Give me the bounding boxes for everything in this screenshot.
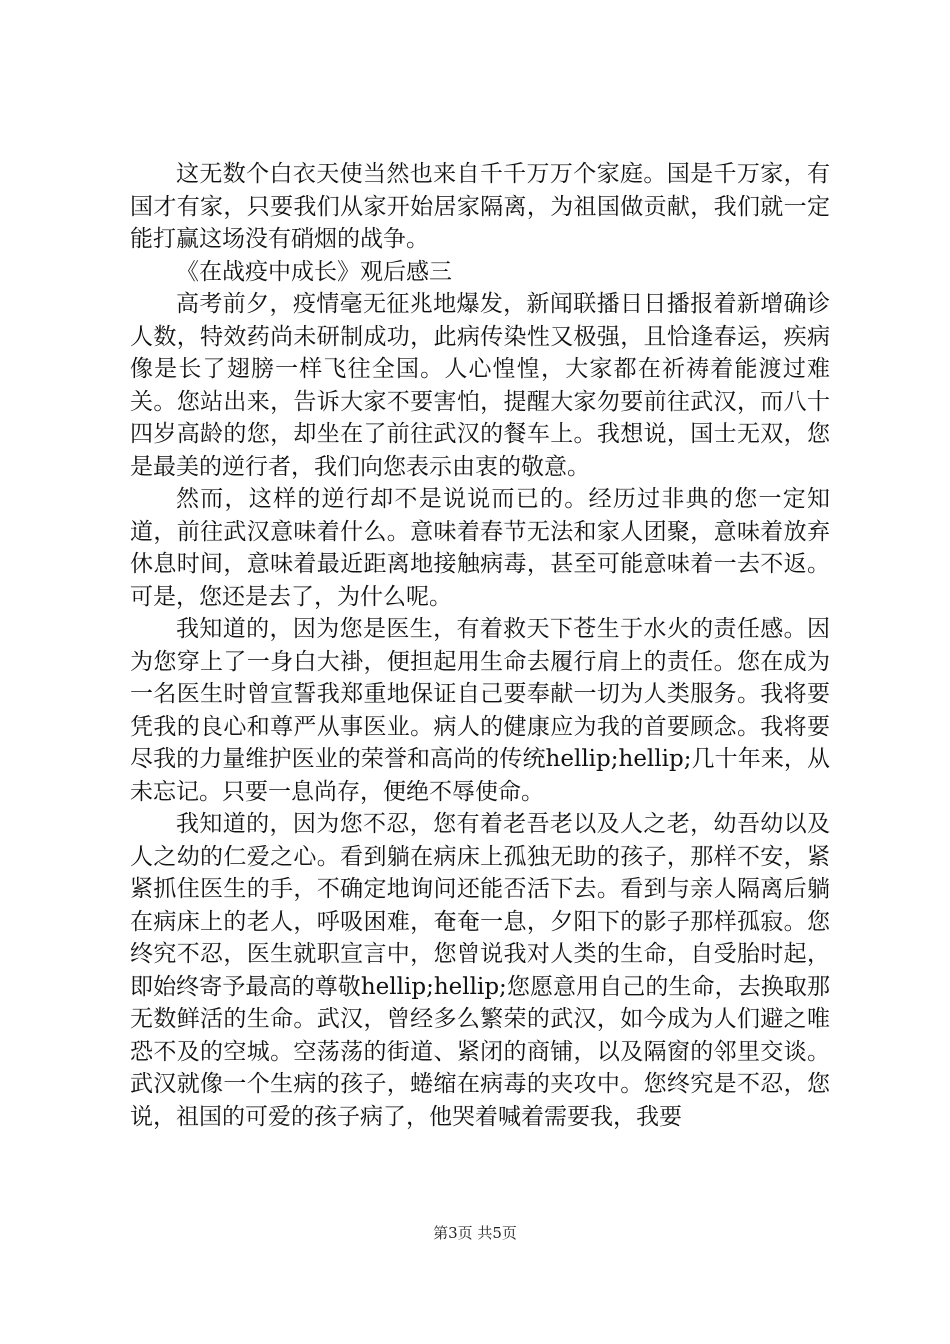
document-body	[130, 158, 830, 1133]
paragraph-1: 这无数个白衣天使当然也来自千千万万个家庭。国是千万家，有国才有家，只要我们从家开始居家隔离，为祖国做贡献，我们就一定能打赢这场没有硝烟的战争。	[130, 161, 830, 252]
section-heading: 《在战疫中成长》观后感三	[176, 258, 452, 285]
paragraph-4: 我知道的，因为您是医生，有着救天下苍生于水火的责任感。因为您穿上了一身白大褂，便担起用生命去履行肩上的责任。您在成为一名医生时曾宣誓我郑重地保证自己要奉献一切为人类服务。我将要凭我的良心和尊严从事医业。病人的健康应为我的首要顾念。我将要尽我的力量维护医业的荣誉和高尚的传统hellip;hellip;几十年来，从未忘记。只要一息尚存，便绝不辱使命。	[130, 616, 830, 805]
page-number-footer: 第3页 共5页	[433, 1224, 517, 1242]
paragraph-2: 高考前夕，疫情毫无征兆地爆发，新闻联播日日播报着新增确诊人数，特效药尚未研制成功，此病传染性又极强，且恰逢春运，疾病像是长了翅膀一样飞往全国。人心惶惶，大家都在祈祷着能渡过难关。您站出来，告诉大家不要害怕，提醒大家勿要前往武汉，而八十四岁高龄的您，却坐在了前往武汉的餐车上。我想说，国士无双，您是最美的逆行者，我们向您表示由衷的敬意。	[130, 291, 830, 480]
paragraph-3: 然而，这样的逆行却不是说说而已的。经历过非典的您一定知道，前往武汉意味着什么。意味着春节无法和家人团聚，意味着放弃休息时间，意味着最近距离地接触病毒，甚至可能意味着一去不返。可是，您还是去了，为什么呢。	[130, 486, 830, 610]
paragraph-5: 我知道的，因为您不忍，您有着老吾老以及人之老，幼吾幼以及人之幼的仁爱之心。看到躺在病床上孤独无助的孩子，那样不安，紧紧抓住医生的手，不确定地询问还能否活下去。看到与亲人隔离后躺在病床上的老人，呼吸困难，奄奄一息，夕阳下的影子那样孤寂。您终究不忍，医生就职宣言中，您曾说我对人类的生命，自受胎时起，即始终寄予最高的尊敬hellip;hellip;您愿意用自己的生命，去换取那无数鲜活的生命。武汉，曾经多么繁荣的武汉，如今成为人们避之唯恐不及的空城。空荡荡的街道、紧闭的商铺，以及隔窗的邻里交谈。武汉就像一个生病的孩子，蜷缩在病毒的夹攻中。您终究是不忍，您说，祖国的可爱的孩子病了，他哭着喊着需要我，我要	[130, 811, 830, 1130]
